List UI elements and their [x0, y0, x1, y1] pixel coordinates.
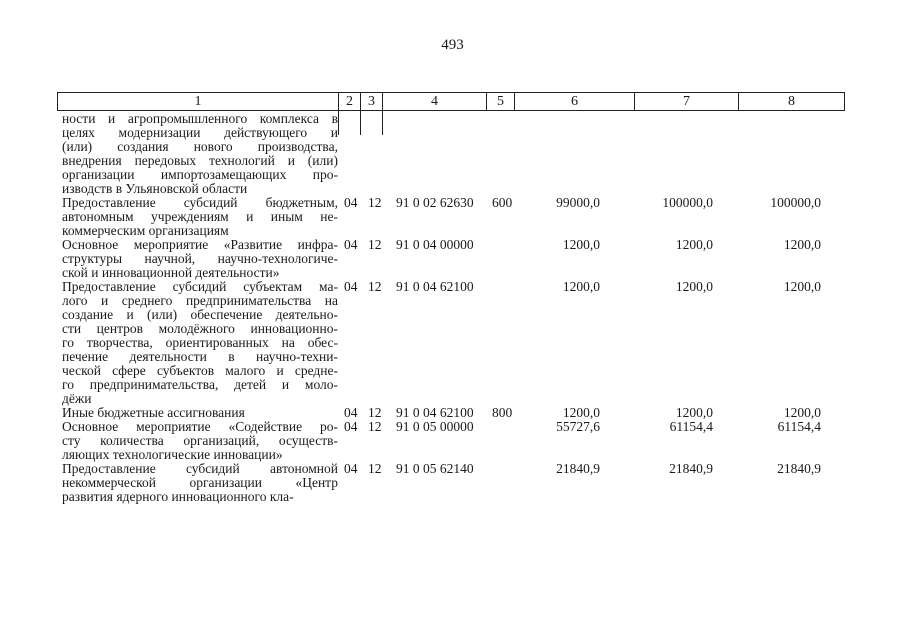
- section-code: 04: [344, 279, 358, 294]
- table-row: [0, 280, 905, 406]
- description-line: ляющих технологические инновации»: [62, 448, 283, 462]
- subsection-code: 12: [368, 279, 382, 294]
- amount-col-7: 100000,0: [662, 195, 713, 210]
- header-col-7: 7: [635, 93, 739, 110]
- row-description: [62, 406, 338, 420]
- description-line: организации импортозамещающих про-: [62, 168, 338, 182]
- table-row: [0, 462, 905, 504]
- description-line: Иные бюджетные ассигнования: [62, 406, 245, 420]
- row-description: [62, 196, 338, 238]
- description-line: го предпринимательства, детей и моло-: [62, 378, 338, 392]
- description-line: коммерческим организациям: [62, 224, 229, 238]
- section-code: 04: [344, 195, 358, 210]
- header-col-3: 3: [361, 93, 383, 110]
- subsection-code: 12: [368, 419, 382, 434]
- row-description: [62, 112, 338, 196]
- row-description: [62, 462, 338, 504]
- row-description: [62, 238, 338, 280]
- description-line: ности и агропромышленного комплекса в: [62, 112, 338, 126]
- description-line: внедрения передовых технологий и (или): [62, 154, 338, 168]
- section-code: 04: [344, 237, 358, 252]
- section-code: 04: [344, 405, 358, 420]
- description-line: (или) создания нового производства,: [62, 140, 338, 154]
- target-article-code: 91 0 05 00000: [396, 419, 474, 434]
- description-line: дёжи: [62, 392, 92, 406]
- amount-col-8: 1200,0: [783, 237, 821, 252]
- description-line: развития ядерного инновационного кла-: [62, 490, 294, 504]
- target-article-code: 91 0 04 62100: [396, 405, 474, 420]
- page-number: 493: [441, 37, 464, 53]
- header-col-2: 2: [339, 93, 361, 110]
- section-code: 04: [344, 461, 358, 476]
- table-row: [0, 196, 905, 238]
- amount-col-7: 1200,0: [675, 405, 713, 420]
- description-line: некоммерческой организации «Центр: [62, 476, 338, 490]
- header-col-1: 1: [58, 93, 339, 110]
- header-col-8: 8: [788, 94, 795, 109]
- amount-col-7: 21840,9: [669, 461, 713, 476]
- subsection-code: 12: [368, 461, 382, 476]
- description-line: ской и инновационной деятельности»: [62, 266, 280, 280]
- amount-col-8: 21840,9: [777, 461, 821, 476]
- table-header: [57, 92, 845, 111]
- section-code: 04: [344, 419, 358, 434]
- description-line: Предоставление субсидий субъектам ма-: [62, 280, 338, 294]
- description-line: Предоставление субсидий бюджетным,: [62, 196, 338, 210]
- amount-col-8: 1200,0: [783, 279, 821, 294]
- subsection-code: 12: [368, 405, 382, 420]
- amount-col-6: 1200,0: [562, 405, 600, 420]
- amount-col-6: 21840,9: [556, 461, 600, 476]
- description-line: сту количества организаций, осуществ-: [62, 434, 338, 448]
- expense-type-code: 600: [492, 195, 513, 210]
- row-description: [62, 420, 338, 462]
- table-body: [0, 112, 905, 504]
- table-row: [0, 420, 905, 462]
- description-line: Основное мероприятие «Развитие инфра-: [62, 238, 338, 252]
- description-line: целях модернизации действующего и: [62, 126, 338, 140]
- amount-col-8: 100000,0: [770, 195, 821, 210]
- description-line: Основное мероприятие «Содействие ро-: [62, 420, 338, 434]
- description-line: автономным учреждениям и иным не-: [62, 210, 338, 224]
- target-article-code: 91 0 05 62140: [396, 461, 474, 476]
- header-col-6: 6: [515, 93, 635, 110]
- description-line: го творчества, ориентированных на обес-: [62, 336, 338, 350]
- amount-col-7: 61154,4: [669, 419, 713, 434]
- amount-col-7: 1200,0: [675, 279, 713, 294]
- description-line: изводств в Ульяновской области: [62, 182, 248, 196]
- description-line: Предоставление субсидий автономной: [62, 462, 338, 476]
- description-line: лого и среднего предпринимательства на: [62, 294, 338, 308]
- amount-col-8: 61154,4: [777, 419, 821, 434]
- target-article-code: 91 0 04 00000: [396, 237, 474, 252]
- description-line: сти центров молодёжного инновационно-: [62, 322, 338, 336]
- description-line: создание и (или) обеспечение деятельно-: [62, 308, 338, 322]
- target-article-code: 91 0 04 62100: [396, 279, 474, 294]
- table-row: [0, 112, 905, 196]
- description-line: структуры научной, научно-технологиче-: [62, 252, 338, 266]
- target-article-code: 91 0 02 62630: [396, 195, 474, 210]
- subsection-code: 12: [368, 195, 382, 210]
- table-row: [0, 406, 905, 420]
- table-row: [0, 238, 905, 280]
- expense-type-code: 800: [492, 405, 513, 420]
- row-description: [62, 280, 338, 406]
- amount-col-6: 1200,0: [562, 237, 600, 252]
- amount-col-6: 99000,0: [556, 195, 600, 210]
- subsection-code: 12: [368, 237, 382, 252]
- amount-col-6: 1200,0: [562, 279, 600, 294]
- amount-col-7: 1200,0: [675, 237, 713, 252]
- amount-col-8: 1200,0: [783, 405, 821, 420]
- header-col-4: 4: [383, 93, 487, 110]
- amount-col-6: 55727,6: [556, 419, 600, 434]
- description-line: печение деятельности в научно-техни-: [62, 350, 338, 364]
- header-col-5: 5: [487, 93, 515, 110]
- description-line: ческой сфере субъектов малого и средне-: [62, 364, 338, 378]
